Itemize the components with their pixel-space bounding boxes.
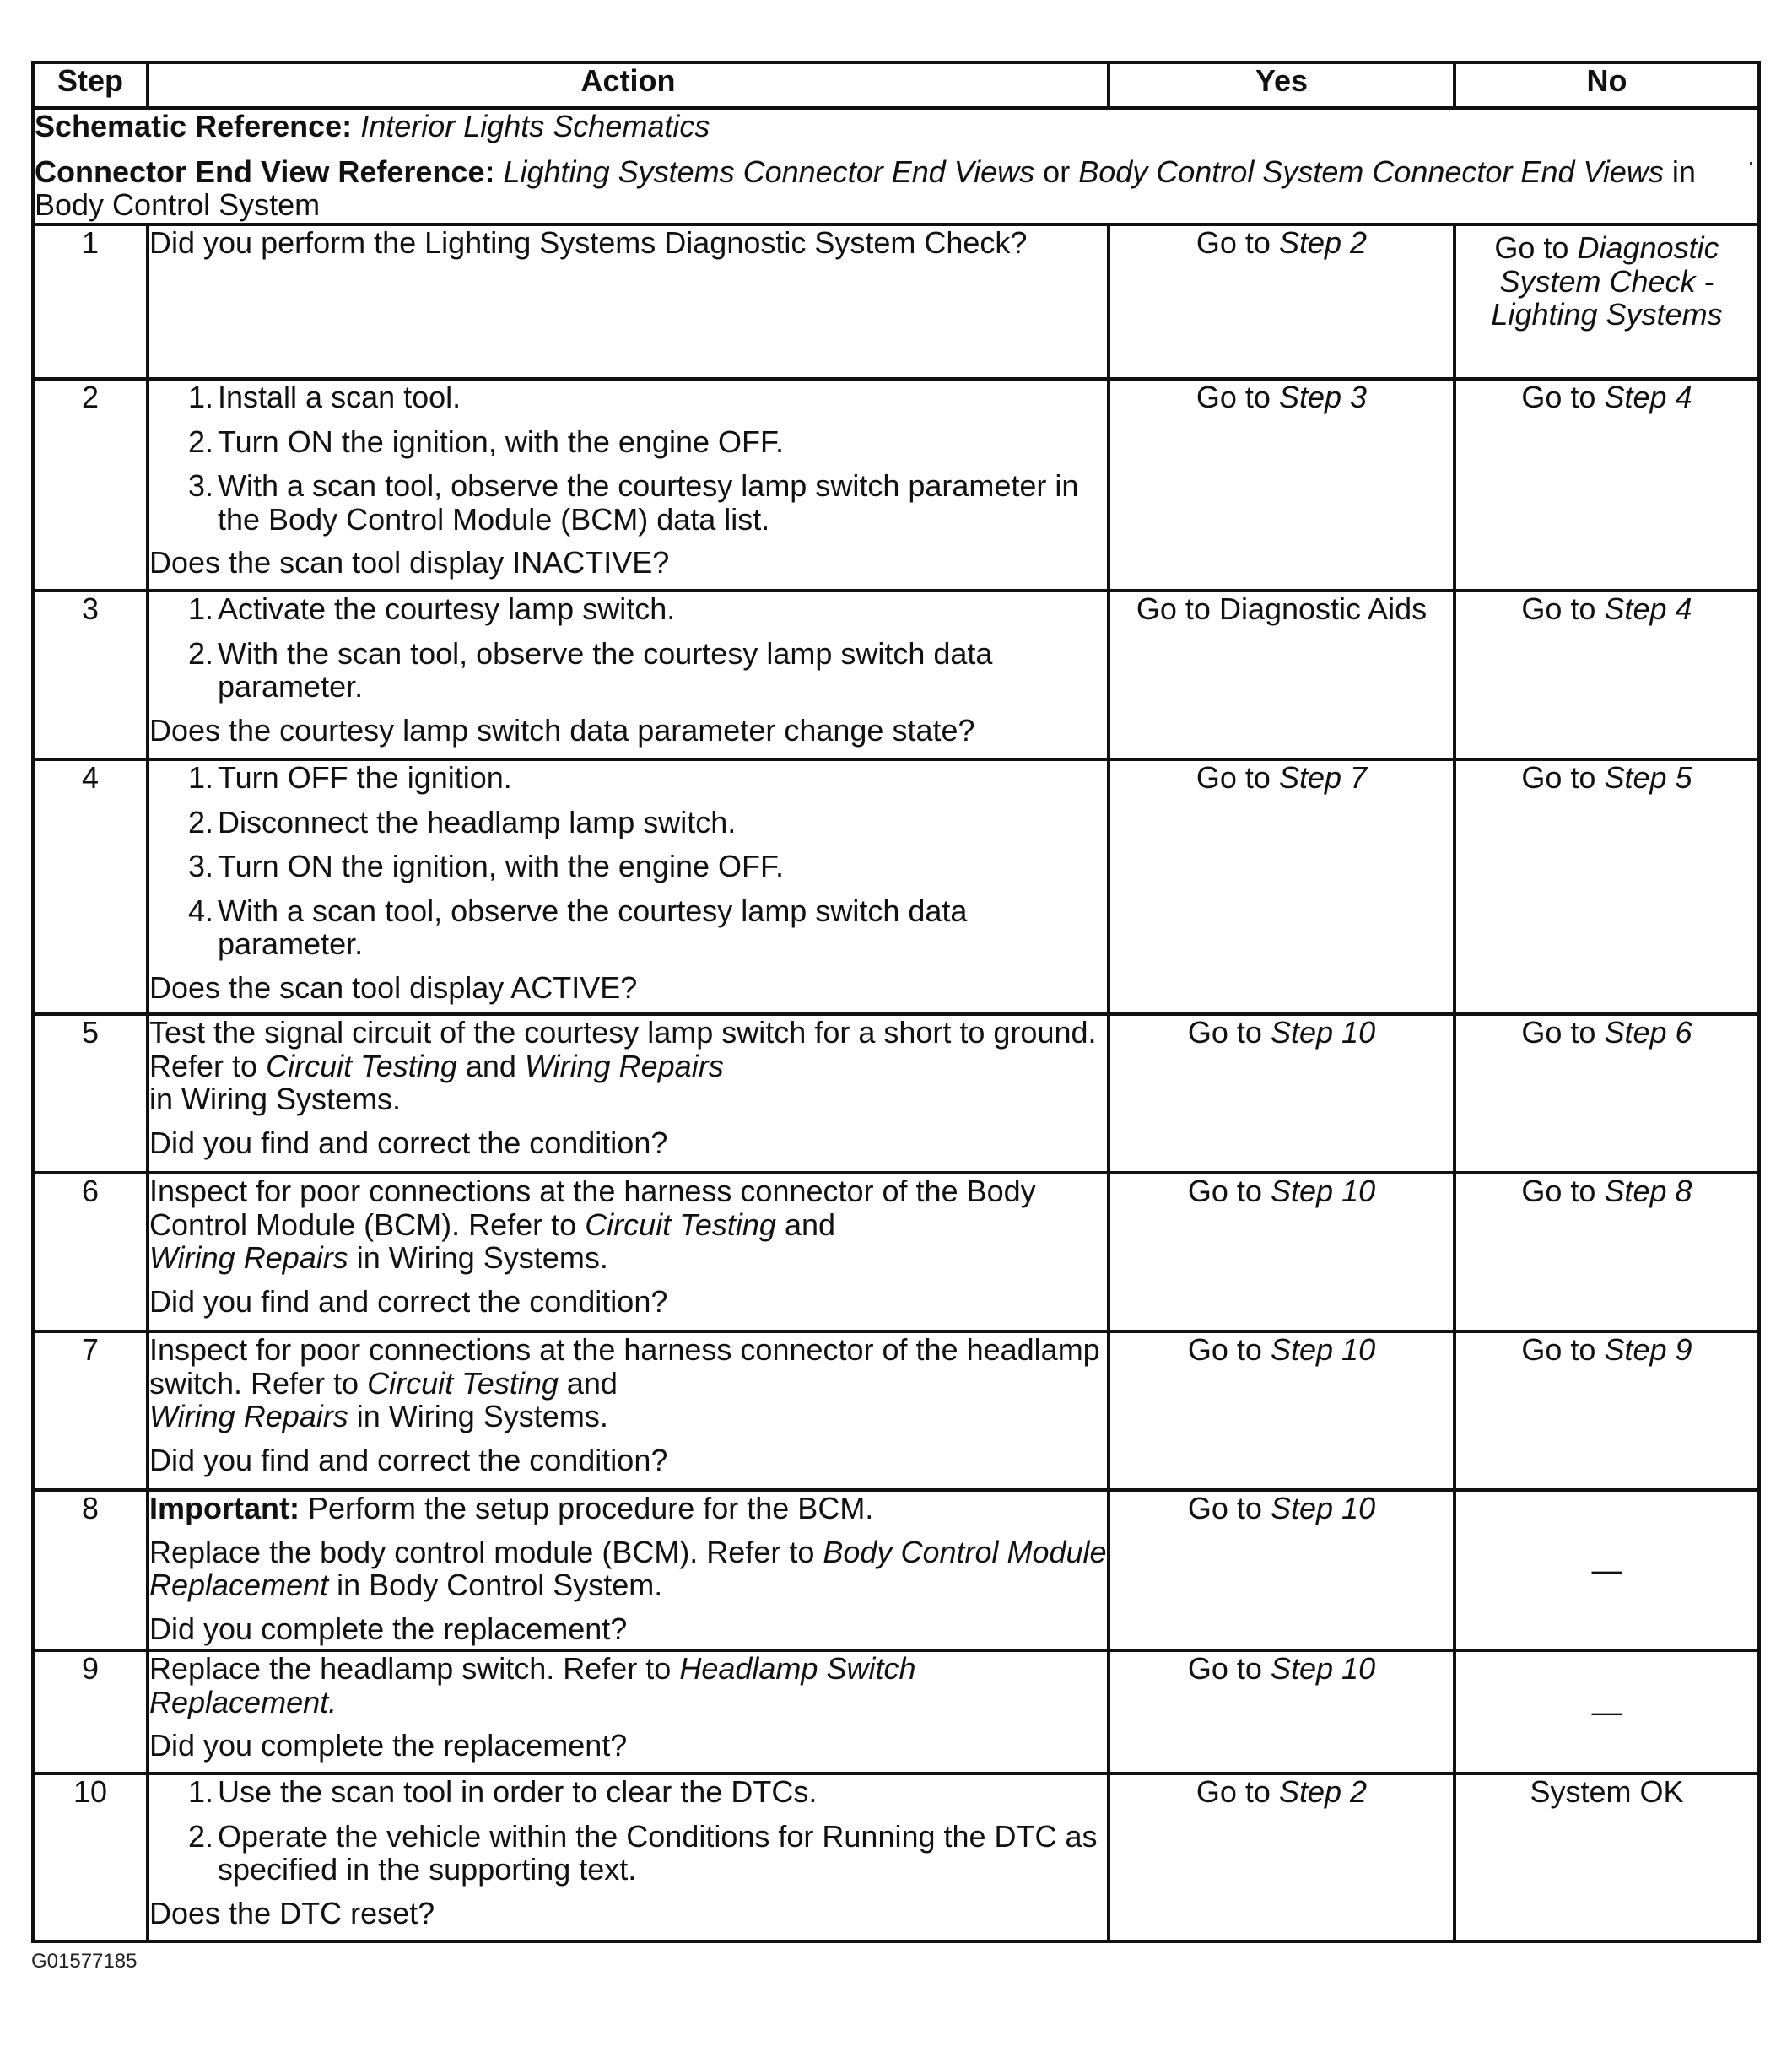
yes-cell: Go to Step 10 bbox=[1109, 1650, 1455, 1773]
action-question: Does the scan tool display ACTIVE? bbox=[149, 969, 638, 1005]
wiring-repairs-link[interactable]: Wiring Repairs bbox=[149, 1399, 348, 1434]
list-item: 2. Turn ON the ignition, with the engine OFF. bbox=[187, 424, 784, 459]
circuit-testing-link[interactable]: Circuit Testing bbox=[367, 1365, 559, 1401]
list-item: 2. With the scan tool, observe the courtesy lamp switch data parameter. bbox=[187, 635, 993, 704]
system-ok-text: System OK bbox=[1530, 1774, 1684, 1809]
yes-text[interactable]: Go to Diagnostic Aids bbox=[1136, 591, 1428, 626]
bcm-replacement-link[interactable]: Body Control Module Replacement bbox=[149, 1534, 1107, 1603]
action-cell bbox=[148, 224, 1109, 379]
action-cell bbox=[148, 1650, 1109, 1773]
step-number: 10 bbox=[33, 1773, 148, 1941]
diagnostic-table-container bbox=[31, 61, 1757, 1943]
yes-link[interactable]: Step 10 bbox=[1270, 1332, 1376, 1367]
schematic-reference-label: Schematic Reference: bbox=[35, 109, 353, 143]
no-cell: Go to Step 8 bbox=[1455, 1173, 1759, 1331]
table-row bbox=[33, 1331, 1759, 1490]
no-link[interactable]: Step 8 bbox=[1604, 1174, 1692, 1208]
action-question: Does the DTC reset? bbox=[149, 1895, 435, 1930]
step-number: 8 bbox=[33, 1490, 148, 1650]
yes-cell: Go to Step 10 bbox=[1109, 1014, 1455, 1173]
table-header-row bbox=[33, 62, 1759, 108]
yes-link[interactable]: Step 3 bbox=[1278, 380, 1368, 414]
no-link[interactable]: Diagnostic System Check - Lighting Systems bbox=[1491, 230, 1723, 332]
action-cell bbox=[148, 591, 1109, 759]
yes-link[interactable]: Step 10 bbox=[1270, 1015, 1376, 1050]
yes-link[interactable]: Step 2 bbox=[1278, 225, 1368, 260]
action-question: Did you find and correct the condition? bbox=[149, 1283, 668, 1319]
step-number: 1 bbox=[33, 224, 148, 379]
header-step: Step bbox=[33, 62, 148, 108]
action-question: Does the scan tool display INACTIVE? bbox=[149, 545, 670, 580]
header-no: No bbox=[1455, 62, 1759, 108]
step-number: 6 bbox=[33, 1173, 148, 1331]
diagnostic-table bbox=[31, 61, 1761, 1943]
table-row bbox=[33, 1773, 1759, 1941]
list-item: 4. With a scan tool, observe the courtesy lamp switch data parameter. bbox=[187, 893, 968, 962]
list-item: 1. Turn OFF the ignition. bbox=[187, 760, 512, 795]
step-number: 7 bbox=[33, 1331, 148, 1490]
yes-cell: Go to Step 10 bbox=[1109, 1490, 1455, 1650]
yes-link[interactable]: Step 10 bbox=[1270, 1491, 1376, 1525]
wiring-repairs-link[interactable]: Wiring Repairs bbox=[524, 1048, 724, 1083]
no-link[interactable]: Step 4 bbox=[1604, 591, 1692, 626]
step-number: 9 bbox=[33, 1650, 148, 1773]
header-yes: Yes bbox=[1109, 62, 1455, 108]
reference-row bbox=[33, 108, 1759, 224]
list-item: 1. Use the scan tool in order to clear the DTCs. bbox=[187, 1774, 818, 1809]
action-question: Did you find and correct the condition? bbox=[149, 1125, 668, 1160]
table-row bbox=[33, 1650, 1759, 1773]
table-row bbox=[33, 1173, 1759, 1331]
important-note: Important: Perform the setup procedure for the BCM. bbox=[149, 1491, 874, 1525]
action-question: Did you complete the replacement? bbox=[149, 1611, 628, 1646]
yes-link[interactable]: Step 2 bbox=[1278, 1774, 1368, 1809]
table-row bbox=[33, 591, 1759, 759]
action-question: Did you perform the Lighting Systems Diagnostic System Check? bbox=[149, 225, 1028, 260]
action-question: Does the courtesy lamp switch data parameter change state? bbox=[149, 712, 975, 748]
list-item: 3. Turn ON the ignition, with the engine OFF. bbox=[187, 849, 784, 884]
no-cell: Go to Step 4 bbox=[1455, 591, 1759, 759]
table-row bbox=[33, 224, 1759, 379]
yes-cell bbox=[1109, 224, 1455, 379]
action-steps-list bbox=[149, 381, 1107, 536]
table-row bbox=[33, 1014, 1759, 1173]
action-cell bbox=[148, 1331, 1109, 1490]
figure-id: G01577185 bbox=[31, 1950, 138, 1973]
connector-reference-or: or bbox=[1043, 154, 1071, 189]
wiring-repairs-link[interactable]: Wiring Repairs bbox=[149, 1240, 348, 1276]
no-link[interactable]: Step 4 bbox=[1604, 380, 1692, 414]
schematic-reference bbox=[35, 110, 1757, 143]
headlamp-switch-replacement-link[interactable]: Headlamp Switch Replacement. bbox=[149, 1651, 916, 1719]
action-instruction: Replace the headlamp switch. Refer to Headlamp Switch Replacement. bbox=[149, 1651, 916, 1719]
action-instruction: Replace the body control module (BCM). Refer to Body Control Module Replacement in Body Control System. bbox=[149, 1534, 1107, 1603]
connector-reference bbox=[35, 155, 1757, 222]
no-cell: Go to Step 4 bbox=[1455, 379, 1759, 591]
circuit-testing-link[interactable]: Circuit Testing bbox=[266, 1048, 457, 1083]
list-item: 2. Operate the vehicle within the Conditions for Running the DTC as specified in the supporting text. bbox=[187, 1818, 1098, 1887]
no-link[interactable]: Step 9 bbox=[1604, 1332, 1692, 1367]
step-number: 4 bbox=[33, 759, 148, 1014]
reference-cell bbox=[33, 108, 1759, 224]
action-cell bbox=[148, 1173, 1109, 1331]
no-prefix: Go to bbox=[1494, 230, 1569, 265]
connector-reference-suffix: in Body Control System bbox=[35, 154, 1696, 223]
step-number: 3 bbox=[33, 591, 148, 759]
action-instruction: Test the signal circuit of the courtesy lamp switch for a short to ground. Refer to Circuit Testing and Wiring Repairs in Wiring Systems. bbox=[149, 1015, 1097, 1117]
no-dash: — bbox=[1591, 1552, 1622, 1588]
circuit-testing-link[interactable]: Circuit Testing bbox=[585, 1207, 776, 1242]
action-instruction: Inspect for poor connections at the harness connector of the Body Control Module (BCM). Refer to Circuit Testing and Wiring Repairs in Wiring Systems. bbox=[149, 1174, 1036, 1276]
step-number: 2 bbox=[33, 379, 148, 591]
action-cell bbox=[148, 1490, 1109, 1650]
connector-reference-link-lighting[interactable]: Lighting Systems Connector End Views bbox=[503, 154, 1035, 189]
no-cell: Go to Step 9 bbox=[1455, 1331, 1759, 1490]
yes-cell: Go to Step 10 bbox=[1109, 1173, 1455, 1331]
action-cell bbox=[148, 379, 1109, 591]
list-item: 1. Activate the courtesy lamp switch. bbox=[187, 591, 676, 626]
action-steps-list bbox=[149, 1775, 1107, 1887]
action-cell bbox=[148, 1773, 1109, 1941]
yes-prefix: Go to bbox=[1196, 225, 1271, 260]
yes-cell: Go to Step 3 bbox=[1109, 379, 1455, 591]
step-number: 5 bbox=[33, 1014, 148, 1173]
header-action: Action bbox=[148, 62, 1109, 108]
action-steps-list bbox=[149, 761, 1107, 961]
schematic-reference-link[interactable]: Interior Lights Schematics bbox=[360, 109, 710, 143]
list-item: 2. Disconnect the headlamp lamp switch. bbox=[187, 804, 737, 839]
yes-cell bbox=[1109, 591, 1455, 759]
action-cell bbox=[148, 1014, 1109, 1173]
no-link[interactable]: Step 6 bbox=[1604, 1015, 1692, 1050]
action-question: Did you complete the replacement? bbox=[149, 1728, 628, 1763]
yes-link[interactable]: Step 10 bbox=[1270, 1174, 1376, 1208]
no-link[interactable]: Step 5 bbox=[1604, 760, 1692, 795]
no-cell bbox=[1455, 1650, 1759, 1773]
no-dash: — bbox=[1591, 1694, 1622, 1730]
yes-link[interactable]: Step 7 bbox=[1278, 760, 1368, 795]
yes-cell: Go to Step 7 bbox=[1109, 759, 1455, 1014]
action-cell bbox=[148, 759, 1109, 1014]
table-row bbox=[33, 379, 1759, 591]
no-cell: Go to Step 5 bbox=[1455, 759, 1759, 1014]
scan-artifact-mark bbox=[1750, 162, 1752, 165]
yes-link[interactable]: Step 10 bbox=[1270, 1651, 1376, 1686]
no-cell: Go to Step 6 bbox=[1455, 1014, 1759, 1173]
table-row bbox=[33, 1490, 1759, 1650]
no-cell bbox=[1455, 224, 1759, 379]
action-steps-list bbox=[149, 592, 1107, 704]
connector-reference-label: Connector End View Reference: bbox=[35, 154, 495, 189]
list-item: 3. With a scan tool, observe the courtesy lamp switch parameter in the Body Control Module (BCM) data list. bbox=[187, 468, 1079, 537]
action-question: Did you find and correct the condition? bbox=[149, 1442, 668, 1477]
table-row bbox=[33, 759, 1759, 1014]
no-cell bbox=[1455, 1490, 1759, 1650]
yes-cell: Go to Step 10 bbox=[1109, 1331, 1455, 1490]
list-item: 1. Install a scan tool. bbox=[187, 380, 461, 414]
action-instruction: Inspect for poor connections at the harness connector of the headlamp switch. Refer to Circuit Testing and Wiring Repairs in Wiring Systems. bbox=[149, 1332, 1100, 1434]
no-cell bbox=[1455, 1773, 1759, 1941]
connector-reference-link-body[interactable]: Body Control System Connector End Views bbox=[1078, 154, 1664, 189]
yes-cell: Go to Step 2 bbox=[1109, 1773, 1455, 1941]
